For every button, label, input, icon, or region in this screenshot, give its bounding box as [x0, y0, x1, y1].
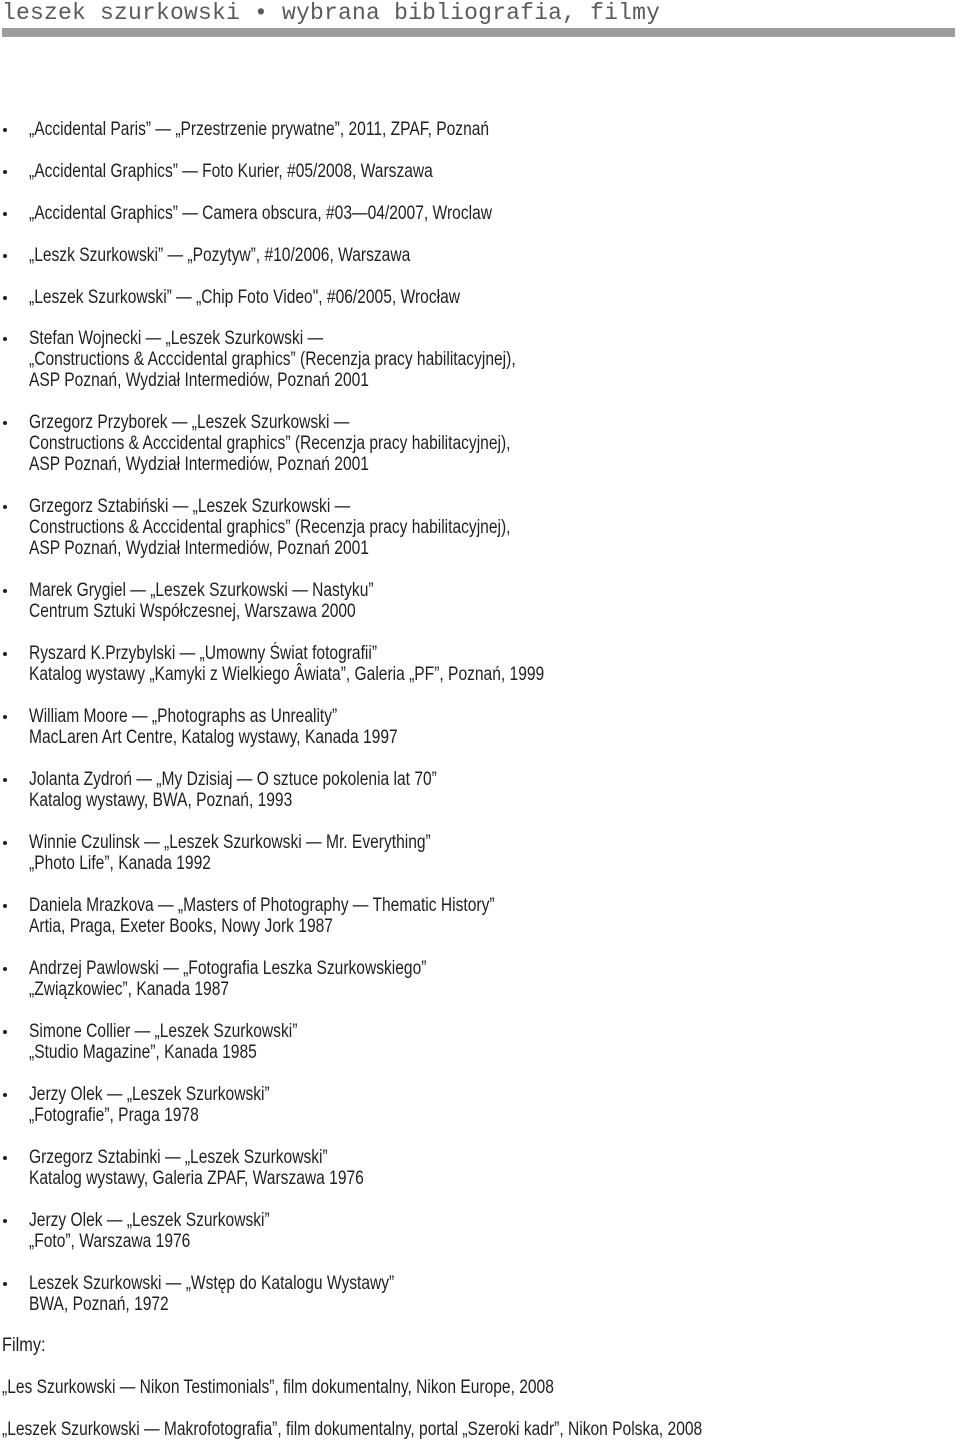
bullet-icon: [3, 580, 11, 588]
bullet-icon: [3, 1210, 11, 1218]
entry-line: Grzegorz Sztabinki — „Leszek Szurkowski”: [29, 1147, 328, 1168]
entry-line: Constructions & Acccidental graphics” (Recenzja pracy habilitacyjnej),: [29, 433, 511, 454]
entry-line: Jolanta Zydroń — „My Dzisiaj — O sztuce pokolenia lat 70”: [29, 769, 437, 790]
entry-line: Katalog wystawy, Galeria ZPAF, Warszawa 1976: [29, 1168, 364, 1189]
film-item: „Les Szurkowski — Nikon Testimonials”, film dokumentalny, Nikon Europe, 2008: [2, 1377, 554, 1398]
entry-line: ASP Poznań, Wydział Intermediów, Poznań 2001: [29, 454, 369, 475]
entry-line: Jerzy Olek — „Leszek Szurkowski”: [29, 1210, 270, 1231]
entry-line: Jerzy Olek — „Leszek Szurkowski”: [29, 1084, 270, 1105]
entry-line: Winnie Czulinsk — „Leszek Szurkowski — Mr. Everything”: [29, 832, 431, 853]
bullet-icon: [3, 245, 11, 253]
entry-line: ASP Poznań, Wydział Intermediów, Poznań 2001: [29, 538, 369, 559]
entry-line: Ryszard K.Przybylski — „Umowny Świat fotografii”: [29, 643, 378, 664]
bullet-icon: [3, 769, 11, 777]
entry-line: Katalog wystawy „Kamyki z Wielkiego Âwiata”, Galeria „PF”, Poznań, 1999: [29, 664, 545, 685]
entry-line: BWA, Poznań, 1972: [29, 1294, 169, 1315]
entry-line: „Accidental Graphics” — Camera obscura, #03—04/2007, Wroclaw: [29, 203, 492, 224]
entry-line: Grzegorz Sztabiński — „Leszek Szurkowski —: [29, 496, 351, 517]
bullet-icon: [3, 643, 11, 651]
bullet-icon: [3, 161, 11, 169]
bullet-icon: [3, 1084, 11, 1092]
bullet-icon: [3, 832, 11, 840]
bullet-icon: [3, 496, 11, 504]
entry-line: Simone Collier — „Leszek Szurkowski”: [29, 1021, 298, 1042]
entry-line: „Accidental Paris” — „Przestrzenie prywatne”, 2011, ZPAF, Poznań: [29, 119, 490, 140]
entry-line: MacLaren Art Centre, Katalog wystawy, Kanada 1997: [29, 727, 398, 748]
entry-line: Marek Grygiel — „Leszek Szurkowski — Nastyku”: [29, 580, 374, 601]
entry-line: Leszek Szurkowski — „Wstęp do Katalogu Wystawy”: [29, 1273, 395, 1294]
bullet-icon: [3, 119, 11, 127]
entry-line: Katalog wystawy, BWA, Poznań, 1993: [29, 790, 293, 811]
entry-line: „Constructions & Acccidental graphics” (Recenzja pracy habilitacyjnej),: [29, 349, 516, 370]
films-heading: Filmy:: [2, 1335, 46, 1356]
entry-line: „Photo Life”, Kanada 1992: [29, 853, 211, 874]
bullet-icon: [3, 203, 11, 211]
film-item: „Leszek Szurkowski — Makrofotografia”, film dokumentalny, portal „Szeroki kadr”, Nikon Polska, 2008: [2, 1419, 703, 1440]
entry-line: „Fotografie”, Praga 1978: [29, 1105, 199, 1126]
bullet-icon: [3, 706, 11, 714]
entry-line: „Accidental Graphics” — Foto Kurier, #05/2008, Warszawa: [29, 161, 433, 182]
entry-line: „Leszek Szurkowski” — „Chip Foto Video", #06/2005, Wrocław: [29, 287, 460, 308]
page-header: [0, 0, 960, 40]
entry-line: Artia, Praga, Exeter Books, Nowy Jork 1987: [29, 916, 333, 937]
bullet-icon: [3, 412, 11, 420]
bullet-icon: [3, 287, 11, 295]
entry-line: ASP Poznań, Wydział Intermediów, Poznań 2001: [29, 370, 369, 391]
entry-line: Grzegorz Przyborek — „Leszek Szurkowski —: [29, 412, 350, 433]
bullet-icon: [3, 1147, 11, 1155]
entry-line: Constructions & Acccidental graphics” (Recenzja pracy habilitacyjnej),: [29, 517, 511, 538]
entry-line: Daniela Mrazkova — „Masters of Photography — Thematic History”: [29, 895, 495, 916]
entry-line: „Foto”, Warszawa 1976: [29, 1231, 191, 1252]
entry-line: Stefan Wojnecki — „Leszek Szurkowski —: [29, 328, 324, 349]
entry-line: Andrzej Pawlowski — „Fotografia Leszka Szurkowskiego”: [29, 958, 427, 979]
bullet-icon: [3, 895, 11, 903]
bullet-icon: [3, 1021, 11, 1029]
entry-line: „Studio Magazine”, Kanada 1985: [29, 1042, 257, 1063]
bullet-icon: [3, 328, 11, 336]
entry-line: „Związkowiec”, Kanada 1987: [29, 979, 230, 1000]
page-title: leszek szurkowski • wybrana bibliografia, filmy: [2, 0, 661, 26]
entry-line: William Moore — „Photographs as Unreality”: [29, 706, 338, 727]
bullet-icon: [3, 958, 11, 966]
entry-line: „Leszk Szurkowski” — „Pozytyw”, #10/2006, Warszawa: [29, 245, 411, 266]
header-rule: [2, 28, 955, 37]
entry-line: Centrum Sztuki Współczesnej, Warszawa 2000: [29, 601, 356, 622]
bullet-icon: [3, 1273, 11, 1281]
